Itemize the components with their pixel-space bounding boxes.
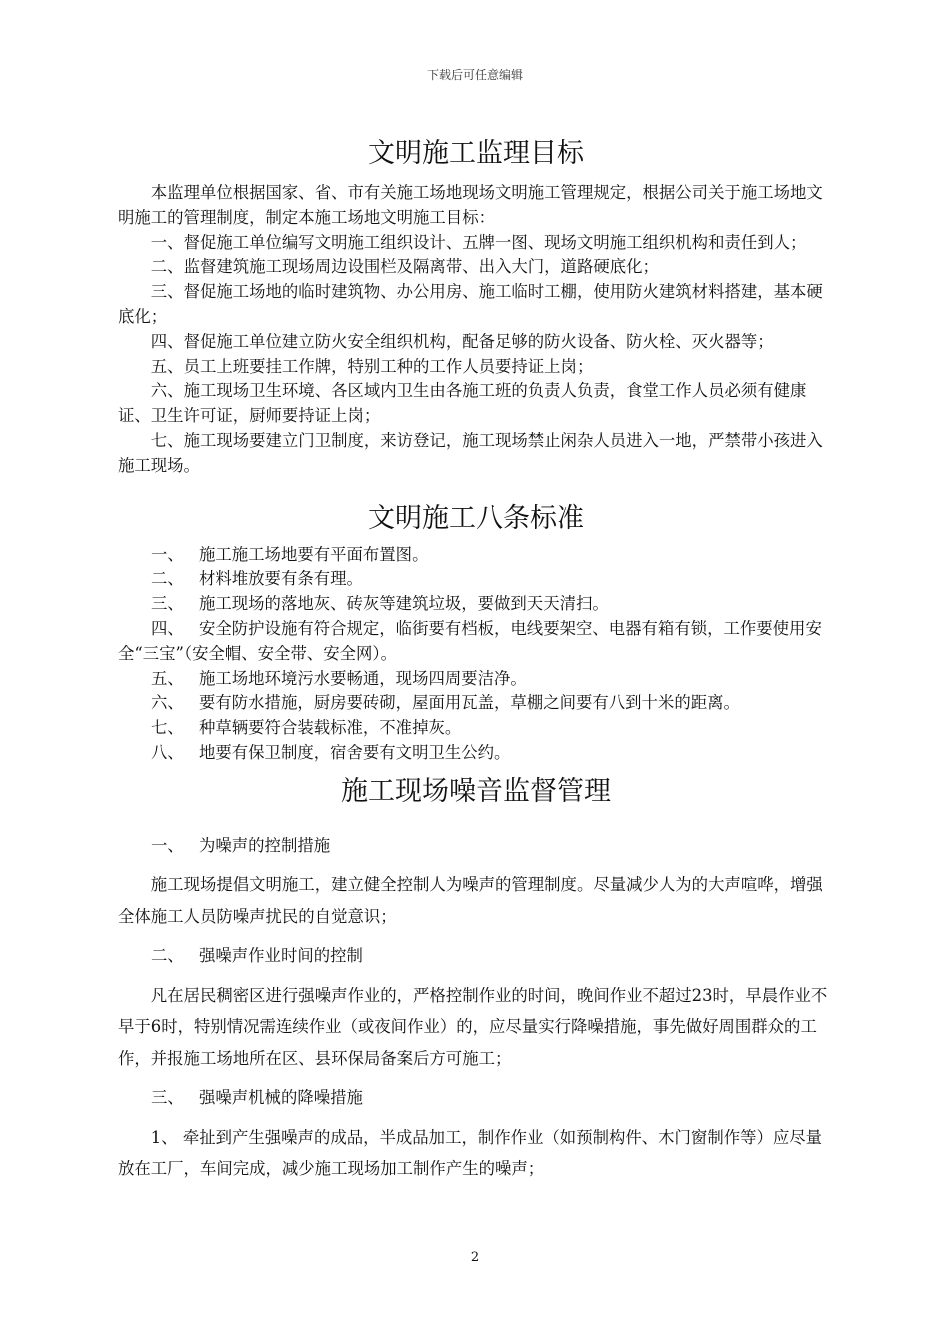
subheading: 二、 强噪声作业时间的控制 <box>151 946 363 966</box>
noise-section-body <box>118 810 834 1185</box>
paragraph: 1、 牵扯到产生强噪声的成品，半成品加工，制作作业（如预制构件、木门窗制作等）应尽量放在工厂，车间完成，减少施工现场加工制作产生的噪声； <box>118 1127 823 1179</box>
list-item: 六、 要有防水措施，厨房要砖砌，屋面用瓦盖，草棚之间要有八到十米的距离。 <box>151 693 740 713</box>
list-item: 五、员工上班要挂工作牌，特别工种的工作人员要持证上岗； <box>150 356 594 376</box>
list-item: 六、施工现场卫生环境、各区域内卫生由各施工班的负责人负责，食堂工作人员必须有健康证、卫生许可证，厨师要持证上岗； <box>118 381 807 426</box>
list-item: 一、督促施工单位编写文明施工组织设计、五牌一图、现场文明施工组织机构和责任到人； <box>150 232 807 252</box>
list-item: 七、施工现场要建立门卫制度，来访登记，施工现场禁止闲杂人员进入一地，严禁带小孩进入施工现场。 <box>118 430 823 475</box>
list-item: 七、 种草辆要符合装载标准，不准掉灰。 <box>151 718 462 738</box>
list-item: 一、 施工施工场地要有平面布置图。 <box>151 544 429 564</box>
list-item: 五、 施工场地环境污水要畅通，现场四周要洁净。 <box>151 668 527 688</box>
paragraph: 施工现场提倡文明施工，建立健全控制人为噪声的管理制度。尽量减少人为的大声喧哗，增强全体施工人员防噪声扰民的自觉意识； <box>118 875 823 926</box>
list-item: 二、 材料堆放要有条有理。 <box>151 569 363 589</box>
paragraph-intro: 本监理单位根据国家、省、市有关施工场地现场文明施工管理规定，根据公司关于施工场地文明施工的管理制度，制定本施工场地文明施工目标： <box>118 183 823 227</box>
subheading: 一、 为噪声的控制措施 <box>151 835 331 855</box>
section-title-eight-standards: 文明施工八条标准 <box>368 502 584 534</box>
paragraph: 凡在居民稠密区进行强噪声作业的，严格控制作业的时间，晚间作业不超过23时，早晨作业不早于6时，特别情况需连续作业（或夜间作业）的，应尽量实行降噪措施，事先做好周围群众的工作，并报施工场地所在区、县环保局备案后方可施工； <box>118 985 828 1068</box>
page-header: 下载后可任意编辑 <box>426 68 523 82</box>
page-number: 2 <box>470 1250 480 1265</box>
subheading: 三、 强噪声机械的降噪措施 <box>151 1088 363 1108</box>
section-title-supervision-goals: 文明施工监理目标 <box>368 138 584 169</box>
list-item: 二、监督建筑施工现场周边设围栏及隔离带、出入大门，道路硬底化； <box>150 257 659 277</box>
list-item: 四、督促施工单位建立防火安全组织机构，配备足够的防火设备、防火栓、灭火器等； <box>150 331 774 351</box>
list-item: 四、 安全防护设施有符合规定，临街要有档板，电线要架空、电器有箱有锁，工作要使用安全“三宝”（安全帽、安全带、安全网）。 <box>118 618 822 663</box>
section-title-noise-management: 施工现场噪音监督管理 <box>341 775 611 807</box>
list-item: 八、 地要有保卫制度，宿舍要有文明卫生公约。 <box>151 742 511 762</box>
list-item: 三、督促施工场地的临时建筑物、办公用房、施工临时工棚，使用防火建筑材料搭建，基本硬底化； <box>118 282 823 326</box>
list-item: 三、 施工现场的落地灰、砖灰等建筑垃圾，要做到天天清扫。 <box>151 594 609 614</box>
document-body <box>118 136 834 1185</box>
